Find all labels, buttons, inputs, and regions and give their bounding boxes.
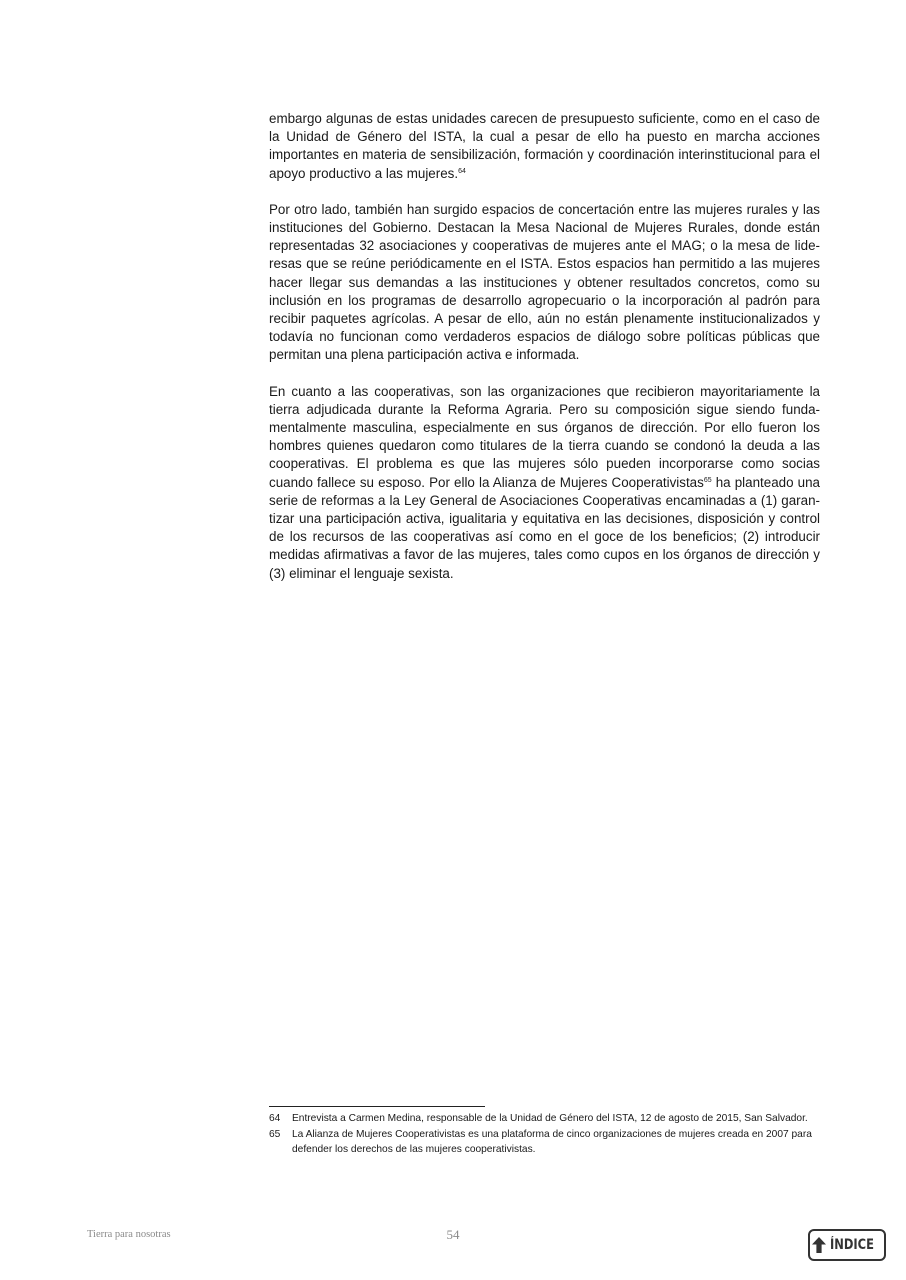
footnote-text: Entrevista a Carmen Medina, responsable de la Unidad de Género del ISTA, 12 de agosto de 2015, San Salvador. — [292, 1113, 808, 1124]
paragraph-3 — [269, 383, 820, 583]
main-text — [269, 110, 820, 601]
footnote-ref-65[interactable]: 65 — [703, 476, 712, 484]
paragraph-2-text: Por otro lado, también han surgido espacios de concertación entre las mujeres rurales y las instituciones del Gobierno. Destacan la Mesa Nacional de Mujeres Rurales, donde están representadas 32 asociaciones y cooperativas de mujeres ante el MAG; o la mesa de lideresas que se reúne periódicamente en el ISTA. Estos espacios han permitido a las mujeres hacer llegar sus demandas a las instituciones y obtener resultados concretos, como su inclusión en los programas de desarrollo agropecuario o la incorporación al padrón para recibir paquetes agrícolas. A pesar de ello, aún no están plenamente institucionalizados y todavía no funcionan como verdaderos espacios de diálogo sobre políticas públicas que permitan una plena participación activa e informada. — [269, 201, 820, 363]
footnote-text: La Alianza de Mujeres Cooperativistas es una plataforma de cinco organizaciones de mujeres creada en 2007 para defender los derechos de las mujeres cooperativistas. — [292, 1129, 812, 1155]
paragraph-3-text-before: En cuanto a las cooperativas, son las organizaciones que recibieron mayoritariamente la tierra adjudicada durante la Reforma Agraria. Pero su composición sigue siendo fundamentalmente masculina, especialmente en sus órganos de dirección. Por ello fueron los hombres quienes quedaron como titulares de la tierra cuando se condonó la deuda a las cooperativas. El problema es que las mujeres sólo pueden incorporarse como socias cuando fallece su esposo. Por ello la Alianza de Mujeres Cooperativistas — [269, 383, 820, 490]
footnote-65 — [269, 1127, 820, 1157]
footnote-64 — [269, 1111, 820, 1126]
arrow-up-icon — [811, 1236, 827, 1254]
paragraph-1-text: embargo algunas de estas unidades carecen de presupuesto suficiente, como en el caso de la Unidad de Género del ISTA, la cual a pesar de ello ha puesto en marcha acciones importantes en materia de sensibilización, formación y coordinación interinstitucional para el apoyo productivo a las mujeres. — [269, 111, 820, 181]
paragraph-2 — [269, 201, 820, 365]
paragraph-1 — [269, 110, 820, 183]
footer-book-title: Tierra para nosotras — [87, 1229, 171, 1240]
footnotes — [269, 1111, 820, 1158]
footnote-number: 65 — [269, 1129, 281, 1140]
page-number: 54 — [446, 1227, 460, 1242]
footnote-ref-64[interactable]: 64 — [458, 167, 466, 175]
footnote-number: 64 — [269, 1113, 281, 1124]
footnote-divider — [269, 1106, 485, 1107]
index-button-label: ÍNDICE — [829, 1237, 874, 1253]
index-button[interactable] — [808, 1229, 886, 1261]
paragraph-3-text-after: ha planteado una serie de reformas a la Ley General de Asociaciones Cooperativas encaminadas a (1) garantizar una participación activa, igualitaria y equitativa en las decisiones, disposición y control de los recursos de las cooperativas así como en el goce de los beneficios; (2) introducir medidas afirmativas a favor de las mujeres, tales como cupos en los órganos de dirección y (3) eliminar el lenguaje sexista. — [269, 474, 820, 581]
